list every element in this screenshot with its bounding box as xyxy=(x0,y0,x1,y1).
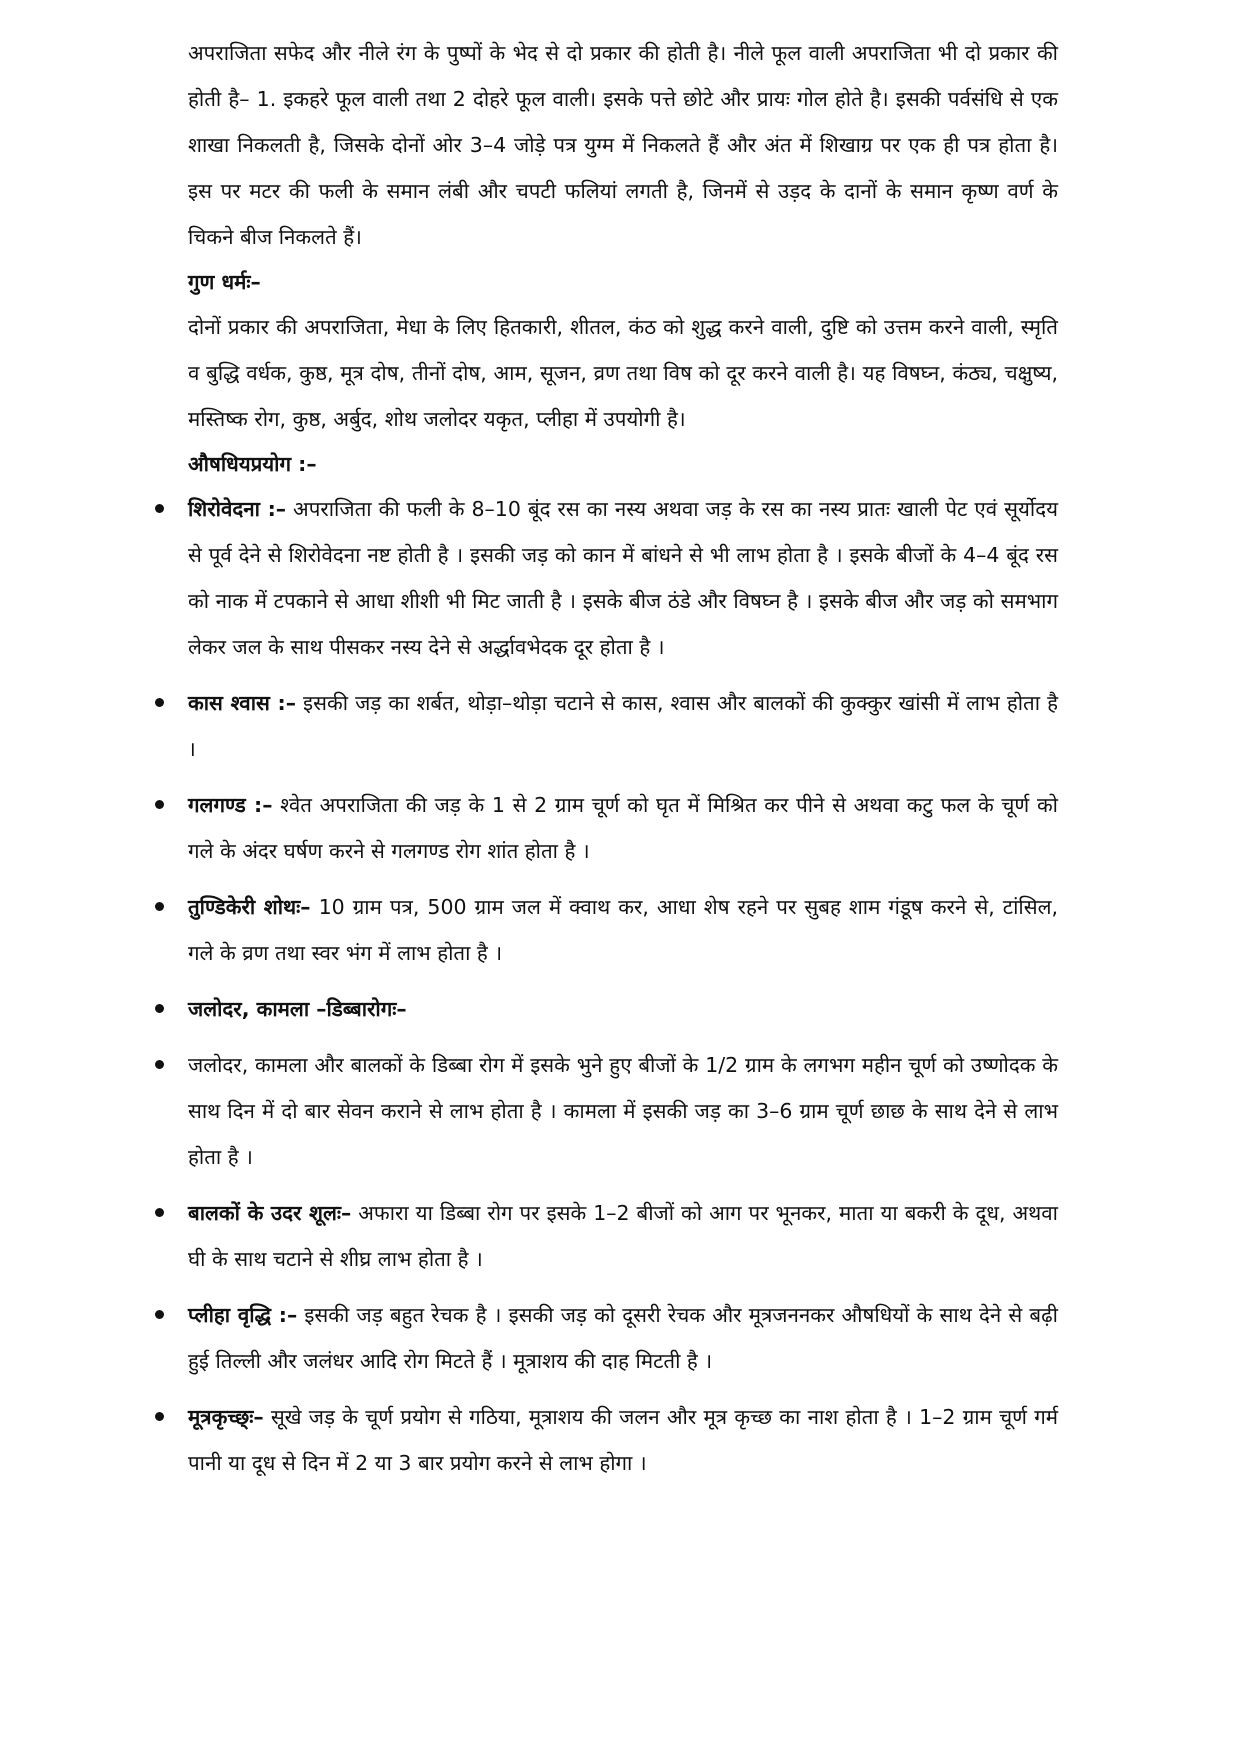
item-text: इसकी जड़ बहुत रेचक है । इसकी जड़ को दूसरी रेचक और मूत्रजननकर औषधियों के साथ देने से बढ़ी हुई तिल्ली और जलंधर आदि रोग मिटते हैं । मूत्राशय की दाह मिटती है । xyxy=(188,1303,1058,1373)
item-text: श्वेत अपराजिता की जड़ के 1 से 2 ग्राम चूर्ण को घृत में मिश्रित कर पीने से अथवा कटु फल के चूर्ण को गले के अंदर घर्षण करने से गलगण्ड रोग शांत होता है । xyxy=(188,793,1058,863)
use-item-tonsil xyxy=(188,884,1058,976)
bullet-icon xyxy=(155,902,164,911)
item-title: गलगण्ड :– xyxy=(188,793,273,817)
use-item-cough xyxy=(188,680,1058,772)
document-page xyxy=(188,30,1058,1496)
uses-list xyxy=(188,486,1058,1486)
item-text: जलोदर, कामला और बालकों के डिब्बा रोग में इसके भुने हुए बीजों के 1/2 ग्राम के लगभग महीन चूर्ण को उष्णोदक के साथ दिन में दो बार सेवन कराने से लाभ होता है । कामला में इसकी जड़ का 3–6 ग्राम चूर्ण छाछ के साथ देने से लाभ होता है । xyxy=(188,1053,1058,1169)
item-text: सूखे जड़ के चूर्ण प्रयोग से गठिया, मूत्राशय की जलन और मूत्र कृच्छ का नाश होता है । 1–2 ग्राम चूर्ण गर्म पानी या दूध से दिन में 2 या 3 बार प्रयोग करने से लाभ होगा । xyxy=(188,1405,1058,1475)
uses-heading: औषधियप्रयोग :– xyxy=(188,452,317,476)
item-title: कास श्वास :– xyxy=(188,691,296,715)
use-item-colic xyxy=(188,1190,1058,1282)
item-title: बालकों के उदर शूलः– xyxy=(188,1201,352,1225)
properties-heading: गुण धर्मः– xyxy=(188,270,261,294)
item-title: मूत्रकृच्छ्ः– xyxy=(188,1405,264,1429)
item-text: 10 ग्राम पत्र, 500 ग्राम जल में क्वाथ कर, आधा शेष रहने पर सुबह शाम गंडूष करने से, टांसिल, गले के व्रण तथा स्वर भंग में लाभ होता है । xyxy=(188,895,1058,965)
item-title: प्लीहा वृद्धि :– xyxy=(188,1303,298,1327)
bullet-icon xyxy=(155,1208,164,1217)
intro-paragraph: अपराजिता सफेद और नीले रंग के पुष्पों के भेद से दो प्रकार की होती है। नीले फूल वाली अपराजिता भी दो प्रकार की होती है– 1. इकहरे फूल वाली तथा 2 दोहरे फूल वाली। इसके पत्ते छोटे और प्रायः गोल होते है। इसकी पर्वसंधि से एक शाखा निकलती है, जिसके दोनों ओर 3–4 जोड़े पत्र युग्म में निकलते हैं और अंत में शिखाग्र पर एक ही पत्र होता है। इस पर मटर की फली के समान लंबी और चपटी फलियां लगती है, जिनमें से उड़द के दानों के समान कृष्ण वर्ण के चिकने बीज निकलते हैं। xyxy=(188,41,1058,249)
item-text: अपराजिता की फली के 8–10 बूंद रस का नस्य अथवा जड़ के रस का नस्य प्रातः खाली पेट एवं सूर्योदय से पूर्व देने से शिरोवेदना नष्ट होती है । इसकी जड़ को कान में बांधने से भी लाभ होता है । इसके बीजों के 4–4 बूंद रस को नाक में टपकाने से आधा शीशी भी मिट जाती है । इसके बीज ठंडे और विषघ्न है । इसके बीज और जड़ को समभाग लेकर जल के साथ पीसकर नस्य देने से अर्द्धावभेदक दूर होता है । xyxy=(188,497,1058,659)
use-item-headache xyxy=(188,486,1058,670)
bullet-icon xyxy=(155,1004,164,1013)
use-item-goitre xyxy=(188,782,1058,874)
item-title: शिरोवेदना :– xyxy=(188,497,287,521)
item-text: अफारा या डिब्बा रोग पर इसके 1–2 बीजों को आग पर भूनकर, माता या बकरी के दूध, अथवा घी के साथ चटाने से शीघ्र लाभ होता है । xyxy=(188,1201,1058,1271)
bullet-icon xyxy=(155,1310,164,1319)
bullet-icon xyxy=(155,1412,164,1421)
use-item-dysuria xyxy=(188,1394,1058,1486)
bullet-icon xyxy=(155,504,164,513)
use-item-dropsy-heading xyxy=(188,986,1058,1032)
item-title: तुण्डिकेरी शोथः– xyxy=(188,895,311,919)
use-item-spleen xyxy=(188,1292,1058,1384)
properties-paragraph: दोनों प्रकार की अपराजिता, मेधा के लिए हितकारी, शीतल, कंठ को शुद्ध करने वाली, दुष्टि को उत्तम करने वाली, स्मृति व बुद्धि वर्धक, कुष्ठ, मूत्र दोष, तीनों दोष, आम, सूजन, व्रण तथा विष को दूर करने वाली है। यह विषघ्न, कंठ्य, चक्षुष्य, मस्तिष्क रोग, कुष्ठ, अर्बुद, शोथ जलोदर यकृत, प्लीहा में उपयोगी है। xyxy=(188,315,1058,431)
item-text: इसकी जड़ का शर्बत, थोड़ा–थोड़ा चटाने से कास, श्वास और बालकों की कुक्कुर खांसी में लाभ होता है । xyxy=(188,691,1058,761)
item-title: जलोदर, कामला –डिब्बारोगः– xyxy=(188,997,407,1021)
bullet-icon xyxy=(155,800,164,809)
bullet-icon xyxy=(155,698,164,707)
use-item-dropsy xyxy=(188,1042,1058,1180)
bullet-icon xyxy=(155,1060,164,1069)
